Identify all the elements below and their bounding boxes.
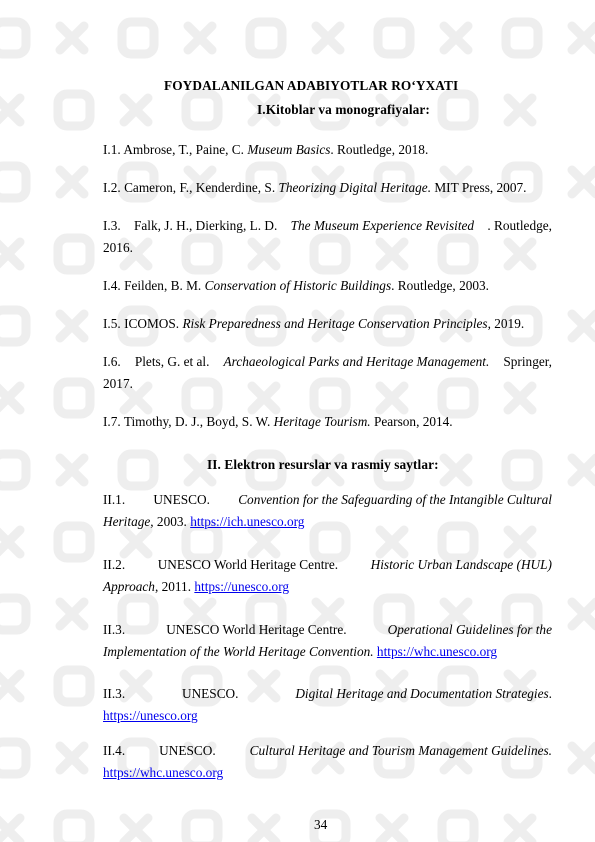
resource-link-2[interactable]: https://unesco.org [194,579,290,594]
resource-link-4[interactable]: https://unesco.org [103,708,198,723]
resource-link-1[interactable]: https://ich.unesco.org [190,514,305,529]
resource-entry-3: II.3. UNESCO World Heritage Centre. Operational Guidelines for the Implementation of the World Heritage Convention. https://whc.unesco.org [103,622,552,659]
book-entry-5: I.5. ICOMOS. Risk Preparedness and Heritage Conservation Principles, 2019. [103,316,525,331]
resource-entry-1: II.1. UNESCO. Convention for the Safeguarding of the Intangible Cultural Heritage, 2003. https://ich.unesco.org [103,492,552,529]
book-entry-2: I.2. Cameron, F., Kenderdine, S. Theorizing Digital Heritage. MIT Press, 2007. [103,180,527,195]
resource-link-3[interactable]: https://whc.unesco.org [376,644,498,659]
page-number: 34 [314,817,328,832]
book-entry-3: I.3. Falk, J. H., Dierking, L. D. The Museum Experience Revisited . Routledge, 2016. [103,218,552,255]
resource-link-5[interactable]: https://whc.unesco.org [103,765,224,780]
book-entry-6: I.6. Plets, G. et al. Archaeological Parks and Heritage Management. Springer, 2017. [103,354,552,391]
page-heading: FOYDALANILGAN ADABIYOTLAR RO‘YXATI [164,78,459,93]
resource-entry-2: II.2. UNESCO World Heritage Centre. Historic Urban Landscape (HUL) Approach, 2011. https://unesco.org [103,557,552,594]
book-entry-4: I.4. Feilden, B. M. Conservation of Historic Buildings. Routledge, 2003. [103,278,489,293]
section2-title: II. Elektron resurslar va rasmiy saytlar: [207,457,439,472]
book-entry-1: I.1. Ambrose, T., Paine, C. Museum Basics. Routledge, 2018. [103,142,429,157]
resource-entry-4: II.3. UNESCO. Digital Heritage and Documentation Strategies. https://unesco.org [103,686,552,723]
book-entry-7: I.7. Timothy, D. J., Boyd, S. W. Heritage Tourism. Pearson, 2014. [103,414,453,429]
section1-title: I.Kitoblar va monografiyalar: [257,102,430,117]
resource-entry-5: II.4. UNESCO. Cultural Heritage and Tourism Management Guidelines. https://whc.unesco.org [103,743,552,780]
